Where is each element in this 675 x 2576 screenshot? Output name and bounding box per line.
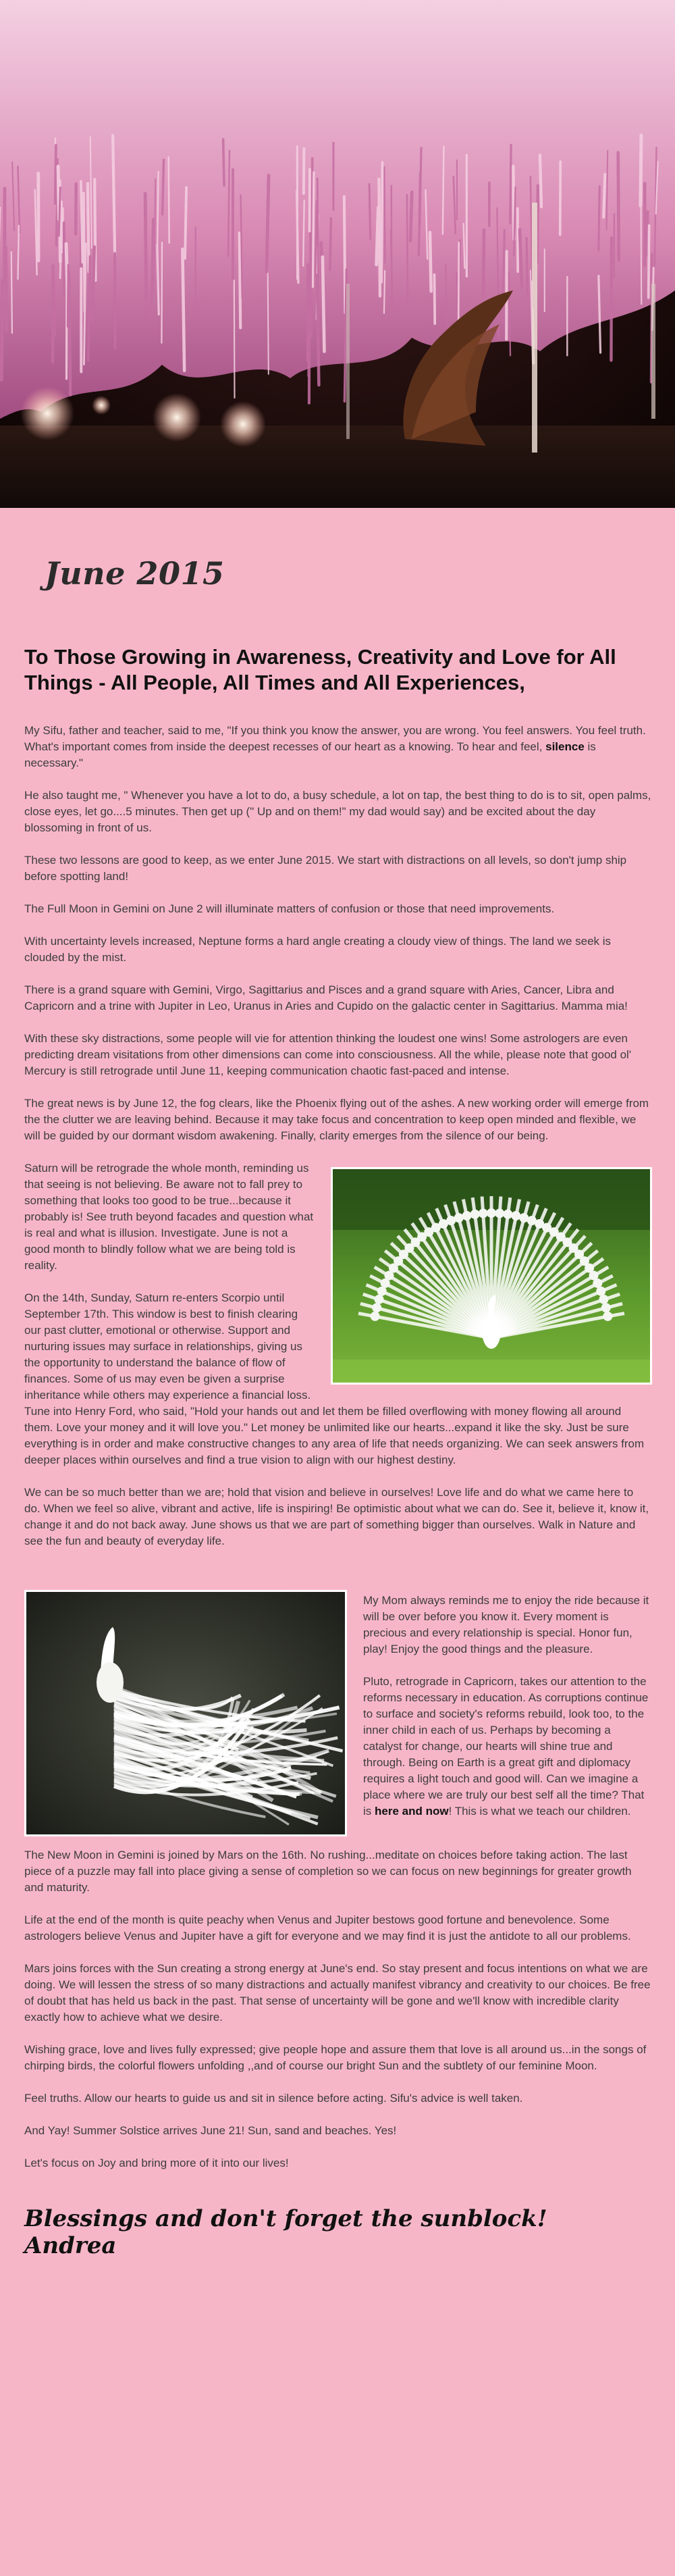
white-peacock-image-2	[24, 1590, 347, 1836]
paragraph-pluto: Pluto, retrograde in Capricorn, takes our attention to the reforms necessary in education. As corruptions continue to surface and society's reforms rebuild, look too, to the inner child in each of us. Perhaps by becoming a catalyst for change, our hearts will shine true and through. Being on Earth is a great gift and diplomacy requires a light touch and good will. Can we imagine a place where we are truly our best self all the time? That is here and now! This is what we teach our children.	[363, 1675, 649, 1818]
white-peacock-image-1	[331, 1167, 652, 1385]
paragraph-mars-sun: Mars joins forces with the Sun creating a strong energy at June's end. So stay present and focus intentions on what we are doing. We will lessen the stress of so many distractions and actually manifest vibrancy and creativity to our choices. Be free of doubt that has held us back in the past. That sense of uncertainty will be gone and we'll know with incredible clarity exactly how to achieve what we desire.	[24, 1962, 651, 2024]
emphasis-silence: silence	[545, 740, 585, 753]
paragraph-lessons: These two lessons are good to keep, as we enter June 2015. We start with distractions on all levels, so don't jump ship before spotting land!	[24, 854, 627, 883]
emphasis-here-and-now: here and now	[375, 1805, 449, 1818]
paragraph-saturn-retrograde: Saturn will be retrograde the whole month, reminding us that seeing is not believing. Be aware not to fall prey to something that looks too good to be true...because it probably is! See truth beyond facades and question what is real and what is illusion. Investigate. June is not a good month to blindly follow what we are being told is reality.	[24, 1162, 314, 1272]
paragraph-fog-clears: The great news is by June 12, the fog clears, like the Phoenix flying out of the ashes. A new working order will emerge from the the clutter we are leaving behind. Because it may take focus and concentration to keep open minded and flexible, we will be guided by our dormant wisdom awakening. Finally, clarity emerges from the silence of our being.	[24, 1097, 649, 1142]
paragraph-joy: Let's focus on Joy and bring more of it into our lives!	[24, 2157, 289, 2169]
signoff	[24, 2205, 655, 2259]
article-title: To Those Growing in Awareness, Creativity and Love for All Things - All People, All Times and All Experiences,	[24, 645, 616, 694]
paragraph-sifu: My Sifu, father and teacher, said to me, "If you think you know the answer, you are wrong. You feel answers. You feel truth. What's important comes from inside the deepest recesses of our heart as a knowing. To hear and feel, silence is necessary."	[24, 724, 646, 769]
signoff-blessing: Blessings and don't forget the sunblock!	[24, 2205, 547, 2232]
paragraph-distractions: With these sky distractions, some people will vie for attention thinking the loudest one wins! Some astrologers are even predicting dream visitations from other dimensions can come into consciousness. All the while, please note that good ol' Mercury is still retrograde until June 11, keeping communication chaotic fast-paced and intense.	[24, 1032, 632, 1077]
paragraph-vision: We can be so much better than we are; hold that vision and believe in ourselves! Love life and do what we came here to do. When we feel so alive, vibrant and active, life is inspiring! Be optimistic about what we can do. See it, believe it, know it, change it and do not back away. June shows us that we are part of something bigger than ourselves. Walk in Nature and see the fun and beauty of everyday life.	[24, 1486, 649, 1547]
paragraph-venus-jupiter: Life at the end of the month is quite peachy when Venus and Jupiter bestows good fortune and benevolence. Some astrologers believe Venus and Jupiter have a gift for everyone and we may find it is just the antidote to all our problems.	[24, 1913, 631, 1942]
paragraph-new-moon: The New Moon in Gemini is joined by Mars on the 16th. No rushing...meditate on choices before taking action. The last piece of a puzzle may fall into place giving a sense of completion so we can focus on new beginnings for greater growth and maturity.	[24, 1849, 632, 1894]
paragraph-neptune: With uncertainty levels increased, Neptune forms a hard angle creating a cloudy view of things. The land we seek is clouded by the mist.	[24, 935, 612, 964]
date-heading: June 2015	[45, 555, 225, 592]
paragraph-full-moon: The Full Moon in Gemini on June 2 will illuminate matters of confusion or those that need improvements.	[24, 902, 555, 915]
intro-section	[24, 723, 652, 2171]
paragraph-solstice: And Yay! Summer Solstice arrives June 21! Sun, sand and beaches. Yes!	[24, 2124, 397, 2137]
paragraph-teaching: He also taught me, " Whenever you have a lot to do, a busy schedule, a lot on tap, the best thing to do is to sit, open palms, close eyes, let go....5 minutes. Then get up (" Up and on them!" my dad would say) and be excited about the day blossoming in front of us.	[24, 789, 651, 834]
paragraph-saturn-scorpio: On the 14th, Sunday, Saturn re-enters Scorpio until September 17th. This window is best to finish clearing our past clutter, emotional or otherwise. Support and nurturing issues may surface in relationships, giving us the opportunity to understand the balance of flow of finances. Some of us may even be given a surprise inheritance while others may experience a financial loss. Tune into Henry Ford, who said, "Hold your hands out and let them be filled overflowing with money flowing all around them. Love your money and it will love you." Let money be unlimited like our hearts...expand it like the sky. Just be sure everything is in order and make constructive changes to any area of life that needs organizing. We can seek answers from deeper places within ourselves and find a true vision to align with our highest destiny.	[24, 1291, 645, 1466]
signoff-author: Andrea	[24, 2232, 117, 2259]
paragraph-wishing-grace: Wishing grace, love and lives fully expressed; give people hope and assure them that love is all around us...in the songs of chirping birds, the colorful flowers unfolding ,,and of course our bright Sun and the subtlety of our feminine Moon.	[24, 2043, 647, 2072]
hero-wisteria-image	[0, 0, 675, 508]
paragraph-mom: My Mom always reminds me to enjoy the ride because it will be over before you know it. Every moment is precious and every relationship is special. Honor fun, play! Enjoy the good things and the pleasure.	[363, 1594, 649, 1655]
paragraph-grand-square: There is a grand square with Gemini, Virgo, Sagittarius and Pisces and a grand square with Aries, Cancer, Libra and Capricorn and a trine with Jupiter in Leo, Uranus in Aries and Cupido on the galactic center in Sagittarius. Mamma mia!	[24, 983, 628, 1012]
paragraph-feel-truths: Feel truths. Allow our hearts to guide us and sit in silence before acting. Sifu's advice is well taken.	[24, 2092, 523, 2105]
